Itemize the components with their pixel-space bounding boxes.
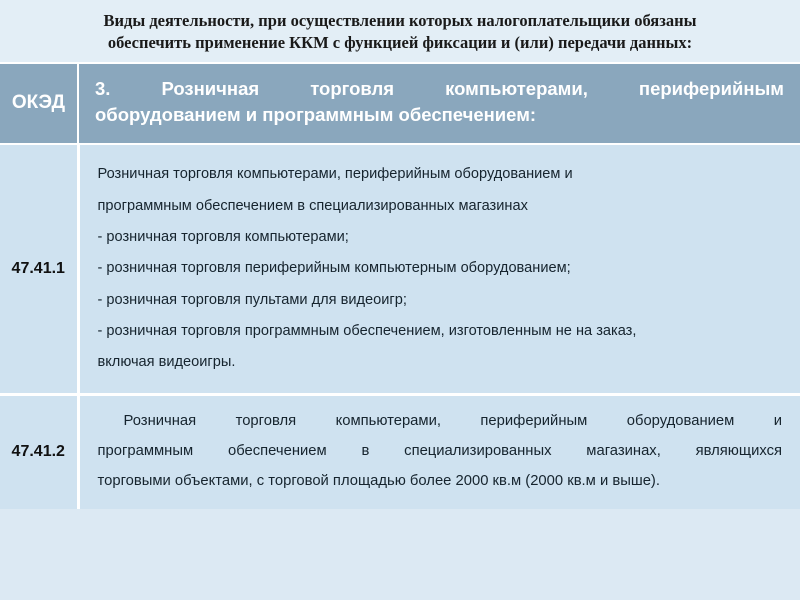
row-description-47411 [78, 144, 800, 394]
row-code-47412: 47.41.2 [0, 394, 78, 508]
row-description-47412 [78, 394, 800, 508]
desc-line: - розничная торговля компьютерами; [97, 228, 349, 245]
desc-line: - розничная торговля программным обеспечением, изготовленным не на заказ, [97, 323, 637, 340]
desc-line: программным обеспечением в специализированных магазинах, являющихся [97, 443, 782, 460]
desc-line: торговыми объектами, с торговой площадью более 2000 кв.м (2000 кв.м и выше). [97, 473, 660, 490]
page-title [0, 0, 800, 62]
desc-line: включая видеоигры. [97, 354, 236, 371]
desc-line: Розничная торговля компьютерами, периферийным оборудованием и [97, 166, 573, 183]
activities-table [0, 62, 800, 509]
header-category-line-1: 3. Розничная торговля компьютерами, периферийным [95, 77, 784, 99]
header-category-text [78, 63, 800, 145]
desc-line: - розничная торговля пультами для видеоигр; [97, 291, 407, 308]
page-title-line-1: Виды деятельности, при осуществлении которых налогоплательщики обязаны [103, 11, 697, 30]
desc-line: - розничная торговля периферийным компьютерным оборудованием; [97, 260, 571, 277]
desc-line-text: Розничная торговля компьютерами, периферийным оборудованием и [123, 412, 782, 429]
table-header-row [0, 63, 800, 145]
table-row [0, 144, 800, 394]
row-code-47411: 47.41.1 [0, 144, 78, 394]
desc-line: программным обеспечением в специализированных магазинах [97, 197, 528, 214]
desc-line [98, 406, 783, 436]
header-code-label: ОКЭД [0, 63, 78, 145]
header-category-line-2: оборудованием и программным обеспечением: [95, 104, 537, 126]
page-title-line-2: обеспечить применение ККМ с функцией фиксации и (или) передачи данных: [107, 32, 693, 52]
table-row [0, 394, 800, 508]
